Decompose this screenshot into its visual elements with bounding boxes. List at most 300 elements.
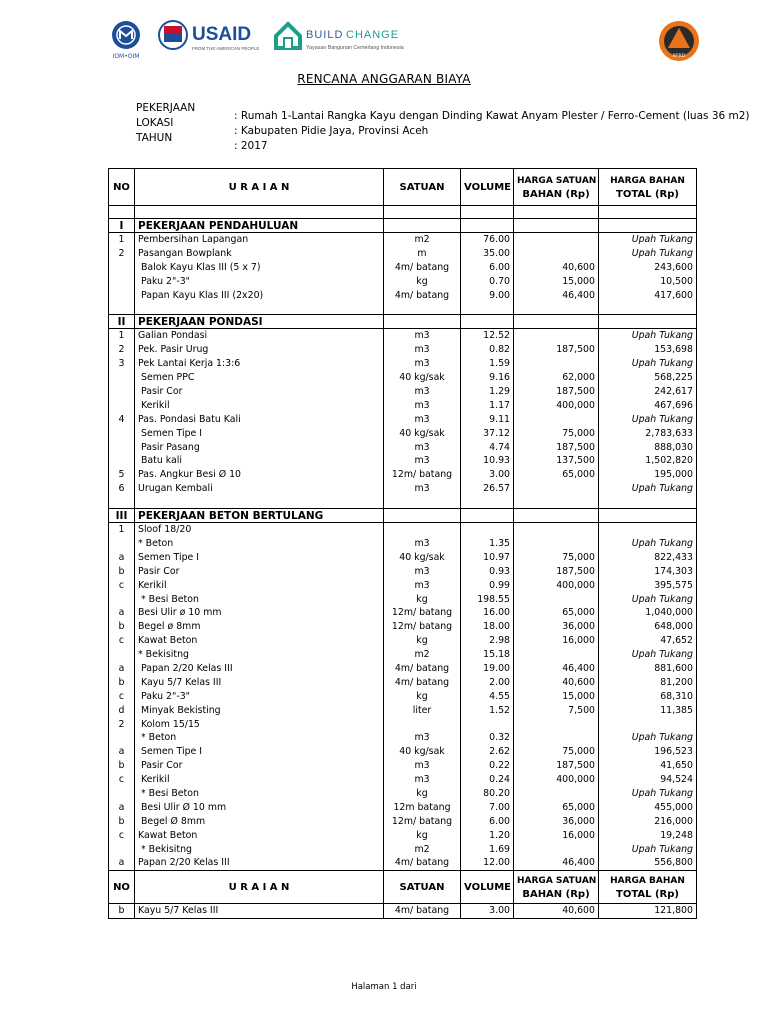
cell-no: [109, 843, 135, 857]
cell-no: 1: [109, 523, 135, 537]
cell-no: [109, 427, 135, 441]
cell-no: a: [109, 857, 135, 871]
table-row: [109, 441, 697, 455]
cell-harga-total: Upah Tukang: [599, 537, 697, 551]
cell-volume: 3.00: [461, 904, 514, 919]
build-change-word-1: BUILD: [306, 29, 344, 41]
cell-volume: 12.00: [461, 857, 514, 871]
cell-uraian: * Bekisitng: [135, 843, 384, 857]
cell-satuan: 4m/ batang: [384, 261, 461, 275]
info-value-pekerjaan: : Rumah 1-Lantai Rangka Kayu dengan Dinding Kawat Anyam Plester / Ferro-Cement (luas 36 m2): [234, 110, 750, 122]
cell-uraian: * Beton: [135, 732, 384, 746]
cell-uraian: Pek. Pasir Urug: [135, 343, 384, 357]
header-harga-bahan-line1: HARGA BAHAN: [610, 175, 685, 186]
cell-uraian: Galian Pondasi: [135, 329, 384, 343]
info-label-lokasi: LOKASI: [136, 117, 174, 129]
table-row: [109, 468, 697, 482]
table-row: [109, 371, 697, 385]
header-repeat-no: NO: [109, 871, 135, 904]
cell-harga-total: 11,385: [599, 704, 697, 718]
cell-harga-satuan: [514, 233, 599, 247]
cell-uraian: Sloof 18/20: [135, 523, 384, 537]
cell-uraian: Kawat Beton: [135, 634, 384, 648]
header-harga-satuan: [514, 169, 599, 206]
table-header: [109, 169, 697, 206]
info-label-tahun: TAHUN: [136, 132, 173, 144]
cell-volume: 3.00: [461, 468, 514, 482]
cell-volume: 1.69: [461, 843, 514, 857]
header-repeat-satuan: SATUAN: [384, 871, 461, 904]
cell-harga-satuan: [514, 482, 599, 496]
cell-satuan: 12m/ batang: [384, 620, 461, 634]
table-row: [109, 289, 697, 303]
table-row: [109, 648, 697, 662]
table-row: [109, 662, 697, 676]
cell-satuan: 40 kg/sak: [384, 427, 461, 441]
cell-harga-total: 395,575: [599, 579, 697, 593]
cell-uraian: Pasir Cor: [135, 759, 384, 773]
cell-uraian: Papan 2/20 Kelas III: [135, 662, 384, 676]
section-empty-cell: [514, 219, 599, 233]
cell-volume: 0.82: [461, 343, 514, 357]
cell-no: c: [109, 579, 135, 593]
cell-volume: 10.97: [461, 551, 514, 565]
cell-harga-satuan: 7,500: [514, 704, 599, 718]
cell-no: 2: [109, 718, 135, 732]
cell-satuan: m3: [384, 565, 461, 579]
cell-harga-total: Upah Tukang: [599, 247, 697, 261]
spacer-cell: [461, 206, 514, 219]
cell-no: 1: [109, 233, 135, 247]
table-row: [109, 718, 697, 732]
section-number: III: [109, 509, 135, 523]
cell-harga-total: 216,000: [599, 815, 697, 829]
section-empty-cell: [384, 219, 461, 233]
cell-no: 5: [109, 468, 135, 482]
section-empty-cell: [599, 315, 697, 329]
cell-harga-total: 19,248: [599, 829, 697, 843]
cell-no: a: [109, 801, 135, 815]
section-number: II: [109, 315, 135, 329]
cell-volume: 26.57: [461, 482, 514, 496]
table-row: [109, 579, 697, 593]
table-row: [109, 815, 697, 829]
table-row: [109, 634, 697, 648]
cell-satuan: m2: [384, 843, 461, 857]
cell-uraian: Besi Ulir Ø 10 mm: [135, 801, 384, 815]
section-row: [109, 509, 697, 523]
cell-volume: 4.74: [461, 441, 514, 455]
cell-satuan: 4m/ batang: [384, 904, 461, 919]
table-row: [109, 732, 697, 746]
cell-satuan: 4m/ batang: [384, 662, 461, 676]
section-empty-cell: [384, 509, 461, 523]
cell-harga-satuan: 400,000: [514, 773, 599, 787]
cell-harga-satuan: 46,400: [514, 662, 599, 676]
cell-no: b: [109, 815, 135, 829]
spacer-cell: [599, 206, 697, 219]
table-row: [109, 801, 697, 815]
build-change-logo: [272, 18, 462, 56]
cell-no: b: [109, 759, 135, 773]
cell-satuan: m3: [384, 413, 461, 427]
cell-volume: 9.16: [461, 371, 514, 385]
cell-harga-satuan: 187,500: [514, 759, 599, 773]
cell-uraian: * Besi Beton: [135, 787, 384, 801]
section-empty-cell: [461, 315, 514, 329]
cell-satuan: m3: [384, 732, 461, 746]
table-row: [109, 606, 697, 620]
cell-harga-satuan: 15,000: [514, 275, 599, 289]
header-volume: VOLUME: [461, 169, 514, 206]
table-row: [109, 357, 697, 371]
cell-harga-satuan: [514, 537, 599, 551]
cell-harga-satuan: [514, 718, 599, 732]
cell-harga-satuan: [514, 648, 599, 662]
spacer-cell: [109, 496, 135, 509]
table-row: [109, 773, 697, 787]
cell-harga-satuan: 16,000: [514, 829, 599, 843]
section-title: PEKERJAAN PENDAHULUAN: [135, 219, 384, 233]
cell-no: [109, 275, 135, 289]
cell-harga-satuan: [514, 329, 599, 343]
cell-uraian: Pek Lantai Kerja 1:3:6: [135, 357, 384, 371]
header-uraian: U R A I A N: [135, 169, 384, 206]
header-satuan: SATUAN: [384, 169, 461, 206]
cell-no: [109, 593, 135, 607]
table-row: [109, 329, 697, 343]
cell-harga-total: 68,310: [599, 690, 697, 704]
cell-volume: 12.52: [461, 329, 514, 343]
table-body-1: [109, 206, 697, 871]
cell-satuan: [384, 523, 461, 537]
header-repeat-harga-satuan: [514, 871, 599, 904]
header-harga-bahan-line2: TOTAL (Rp): [616, 188, 679, 200]
cell-volume: 9.00: [461, 289, 514, 303]
cell-satuan: kg: [384, 690, 461, 704]
cell-harga-total: Upah Tukang: [599, 593, 697, 607]
cell-satuan: kg: [384, 593, 461, 607]
cell-harga-satuan: [514, 523, 599, 537]
cell-uraian: Pasir Cor: [135, 565, 384, 579]
cell-harga-satuan: 36,000: [514, 620, 599, 634]
table-row: [109, 261, 697, 275]
cell-uraian: * Besi Beton: [135, 593, 384, 607]
spacer-cell: [384, 496, 461, 509]
table-row: [109, 233, 697, 247]
cell-volume: 2.00: [461, 676, 514, 690]
cell-satuan: m3: [384, 329, 461, 343]
table-body-2: [109, 904, 697, 919]
cell-satuan: kg: [384, 275, 461, 289]
cell-no: 3: [109, 357, 135, 371]
cell-harga-satuan: 46,400: [514, 289, 599, 303]
cell-harga-total: Upah Tukang: [599, 843, 697, 857]
cell-harga-total: 121,800: [599, 904, 697, 919]
cell-volume: 1.35: [461, 537, 514, 551]
cell-satuan: kg: [384, 787, 461, 801]
section-title: PEKERJAAN PONDASI: [135, 315, 384, 329]
cell-volume: 2.98: [461, 634, 514, 648]
cell-volume: 1.20: [461, 829, 514, 843]
logo-bar: [0, 14, 768, 64]
spacer-cell: [384, 206, 461, 219]
cell-uraian: Kayu 5/7 Kelas III: [135, 904, 384, 919]
cell-harga-satuan: 400,000: [514, 579, 599, 593]
table-row: [109, 413, 697, 427]
cell-no: [109, 289, 135, 303]
table-row: [109, 343, 697, 357]
cell-satuan: [384, 718, 461, 732]
cell-volume: 15.18: [461, 648, 514, 662]
cell-uraian: Paku 2"-3": [135, 275, 384, 289]
cell-harga-total: 153,698: [599, 343, 697, 357]
cell-volume: 0.93: [461, 565, 514, 579]
cell-harga-satuan: 16,000: [514, 634, 599, 648]
table-row: [109, 551, 697, 565]
cell-harga-satuan: 65,000: [514, 606, 599, 620]
cell-satuan: m3: [384, 579, 461, 593]
cell-no: a: [109, 662, 135, 676]
cell-harga-satuan: 187,500: [514, 565, 599, 579]
cell-volume: 18.00: [461, 620, 514, 634]
cell-harga-total: Upah Tukang: [599, 787, 697, 801]
cell-uraian: Semen Tipe I: [135, 551, 384, 565]
cell-harga-total: 196,523: [599, 745, 697, 759]
cell-no: 2: [109, 343, 135, 357]
cell-uraian: Urugan Kembali: [135, 482, 384, 496]
cell-satuan: m3: [384, 537, 461, 551]
cell-harga-total: [599, 718, 697, 732]
spacer-cell: [599, 302, 697, 315]
cell-satuan: m2: [384, 648, 461, 662]
table-row: [109, 482, 697, 496]
cell-harga-satuan: 65,000: [514, 468, 599, 482]
cell-harga-total: 94,524: [599, 773, 697, 787]
cell-volume: 4.55: [461, 690, 514, 704]
cell-harga-total: 888,030: [599, 441, 697, 455]
table-row: [109, 537, 697, 551]
cell-harga-total: 81,200: [599, 676, 697, 690]
cell-harga-total: 41,650: [599, 759, 697, 773]
cell-uraian: Begel ø 8mm: [135, 620, 384, 634]
bpbd-emblem: [654, 20, 704, 62]
cell-satuan: 4m/ batang: [384, 676, 461, 690]
cell-harga-total: 242,617: [599, 385, 697, 399]
cell-no: c: [109, 829, 135, 843]
cell-uraian: Semen PPC: [135, 371, 384, 385]
cell-harga-total: Upah Tukang: [599, 413, 697, 427]
spacer-cell: [514, 302, 599, 315]
cell-uraian: Papan 2/20 Kelas III: [135, 857, 384, 871]
cell-harga-total: Upah Tukang: [599, 482, 697, 496]
cell-satuan: m3: [384, 482, 461, 496]
spacer-cell: [135, 206, 384, 219]
cell-no: d: [109, 704, 135, 718]
cell-satuan: kg: [384, 634, 461, 648]
cell-harga-satuan: [514, 732, 599, 746]
cell-harga-total: [599, 523, 697, 537]
cell-no: c: [109, 773, 135, 787]
cell-harga-satuan: 187,500: [514, 343, 599, 357]
cell-volume: 16.00: [461, 606, 514, 620]
cell-volume: 1.29: [461, 385, 514, 399]
cell-volume: [461, 523, 514, 537]
cell-uraian: Begel Ø 8mm: [135, 815, 384, 829]
header-repeat-harga-bahan-line2: TOTAL (Rp): [616, 888, 679, 900]
cell-satuan: 12m batang: [384, 801, 461, 815]
page-footer: Halaman 1 dari: [351, 982, 417, 992]
cell-satuan: 40 kg/sak: [384, 745, 461, 759]
section-row: [109, 315, 697, 329]
cell-volume: 0.32: [461, 732, 514, 746]
cell-harga-satuan: [514, 247, 599, 261]
cell-no: 1: [109, 329, 135, 343]
cell-harga-satuan: 36,000: [514, 815, 599, 829]
spacer-cell: [514, 206, 599, 219]
spacer-cell: [109, 206, 135, 219]
section-title: PEKERJAAN BETON BERTULANG: [135, 509, 384, 523]
cell-harga-total: 2,783,633: [599, 427, 697, 441]
cell-no: b: [109, 676, 135, 690]
section-empty-cell: [514, 315, 599, 329]
cell-harga-satuan: 187,500: [514, 385, 599, 399]
cell-harga-total: 174,303: [599, 565, 697, 579]
cell-uraian: Pasir Pasang: [135, 441, 384, 455]
cell-harga-satuan: [514, 843, 599, 857]
cell-volume: 6.00: [461, 815, 514, 829]
cell-harga-total: 10,500: [599, 275, 697, 289]
cell-harga-total: 648,000: [599, 620, 697, 634]
table-row: [109, 857, 697, 871]
section-row: [109, 219, 697, 233]
cell-satuan: liter: [384, 704, 461, 718]
cell-volume: 9.11: [461, 413, 514, 427]
cell-no: [109, 537, 135, 551]
cell-harga-satuan: 46,400: [514, 857, 599, 871]
spacer-cell: [384, 302, 461, 315]
cell-satuan: m3: [384, 357, 461, 371]
cell-harga-satuan: 75,000: [514, 427, 599, 441]
iom-logo-text: IOM•OIM: [112, 53, 140, 60]
cell-no: [109, 454, 135, 468]
section-empty-cell: [461, 509, 514, 523]
header-no: NO: [109, 169, 135, 206]
cell-satuan: 12m/ batang: [384, 606, 461, 620]
spacer-cell: [135, 302, 384, 315]
cell-harga-satuan: 62,000: [514, 371, 599, 385]
cell-harga-satuan: [514, 593, 599, 607]
table-row: [109, 690, 697, 704]
cell-harga-total: 1,040,000: [599, 606, 697, 620]
spacer-cell: [599, 496, 697, 509]
cell-uraian: * Bekisitng: [135, 648, 384, 662]
spacer-cell: [514, 496, 599, 509]
cell-satuan: m3: [384, 773, 461, 787]
header-harga-satuan-line2: BAHAN (Rp): [522, 188, 590, 200]
cell-harga-total: Upah Tukang: [599, 648, 697, 662]
header-repeat-uraian: U R A I A N: [135, 871, 384, 904]
cell-harga-total: 568,225: [599, 371, 697, 385]
cell-uraian: Semen Tipe I: [135, 745, 384, 759]
cell-volume: 35.00: [461, 247, 514, 261]
cell-harga-total: 881,600: [599, 662, 697, 676]
cell-volume: 37.12: [461, 427, 514, 441]
cell-no: 4: [109, 413, 135, 427]
cell-satuan: 4m/ batang: [384, 857, 461, 871]
cell-volume: 80.20: [461, 787, 514, 801]
cell-harga-satuan: 400,000: [514, 399, 599, 413]
cell-no: [109, 371, 135, 385]
section-empty-cell: [514, 509, 599, 523]
cell-satuan: 12m/ batang: [384, 468, 461, 482]
cell-volume: [461, 718, 514, 732]
cell-harga-total: 455,000: [599, 801, 697, 815]
cell-satuan: m3: [384, 759, 461, 773]
cell-volume: 7.00: [461, 801, 514, 815]
cell-no: a: [109, 606, 135, 620]
cell-no: [109, 732, 135, 746]
header-harga-satuan-line1: HARGA SATUAN: [517, 175, 597, 186]
cell-uraian: Kayu 5/7 Kelas III: [135, 676, 384, 690]
cell-harga-satuan: [514, 413, 599, 427]
cell-volume: 10.93: [461, 454, 514, 468]
cell-uraian: Paku 2"-3": [135, 690, 384, 704]
cell-uraian: Kerikil: [135, 773, 384, 787]
cell-volume: 6.00: [461, 261, 514, 275]
table-row: [109, 523, 697, 537]
table-row: [109, 759, 697, 773]
cell-harga-total: 47,652: [599, 634, 697, 648]
cell-volume: 2.62: [461, 745, 514, 759]
cell-harga-total: Upah Tukang: [599, 357, 697, 371]
cell-no: 2: [109, 247, 135, 261]
cell-uraian: Besi Ulir ø 10 mm: [135, 606, 384, 620]
usaid-logo: [158, 18, 266, 56]
cell-harga-satuan: 75,000: [514, 745, 599, 759]
cell-no: [109, 385, 135, 399]
section-empty-cell: [384, 315, 461, 329]
info-value-tahun: : 2017: [234, 140, 268, 152]
cell-uraian: * Beton: [135, 537, 384, 551]
cell-satuan: m3: [384, 343, 461, 357]
usaid-wordmark: USAID: [192, 24, 252, 45]
table-row: [109, 593, 697, 607]
cell-volume: 1.52: [461, 704, 514, 718]
budget-table: [108, 168, 697, 919]
cell-no: 6: [109, 482, 135, 496]
cell-volume: 0.22: [461, 759, 514, 773]
table-row: [109, 620, 697, 634]
cell-volume: 76.00: [461, 233, 514, 247]
cell-satuan: 40 kg/sak: [384, 371, 461, 385]
cell-volume: 0.99: [461, 579, 514, 593]
cell-uraian: Pas. Angkur Besi Ø 10: [135, 468, 384, 482]
cell-volume: 0.70: [461, 275, 514, 289]
cell-satuan: m3: [384, 399, 461, 413]
cell-satuan: m2: [384, 233, 461, 247]
cell-uraian: Pasangan Bowplank: [135, 247, 384, 261]
cell-harga-satuan: 137,500: [514, 454, 599, 468]
spacer-row: [109, 206, 697, 219]
cell-no: c: [109, 634, 135, 648]
cell-uraian: Batu kali: [135, 454, 384, 468]
cell-volume: 1.17: [461, 399, 514, 413]
table-row: [109, 676, 697, 690]
cell-no: c: [109, 690, 135, 704]
table-row: [109, 427, 697, 441]
cell-satuan: m: [384, 247, 461, 261]
